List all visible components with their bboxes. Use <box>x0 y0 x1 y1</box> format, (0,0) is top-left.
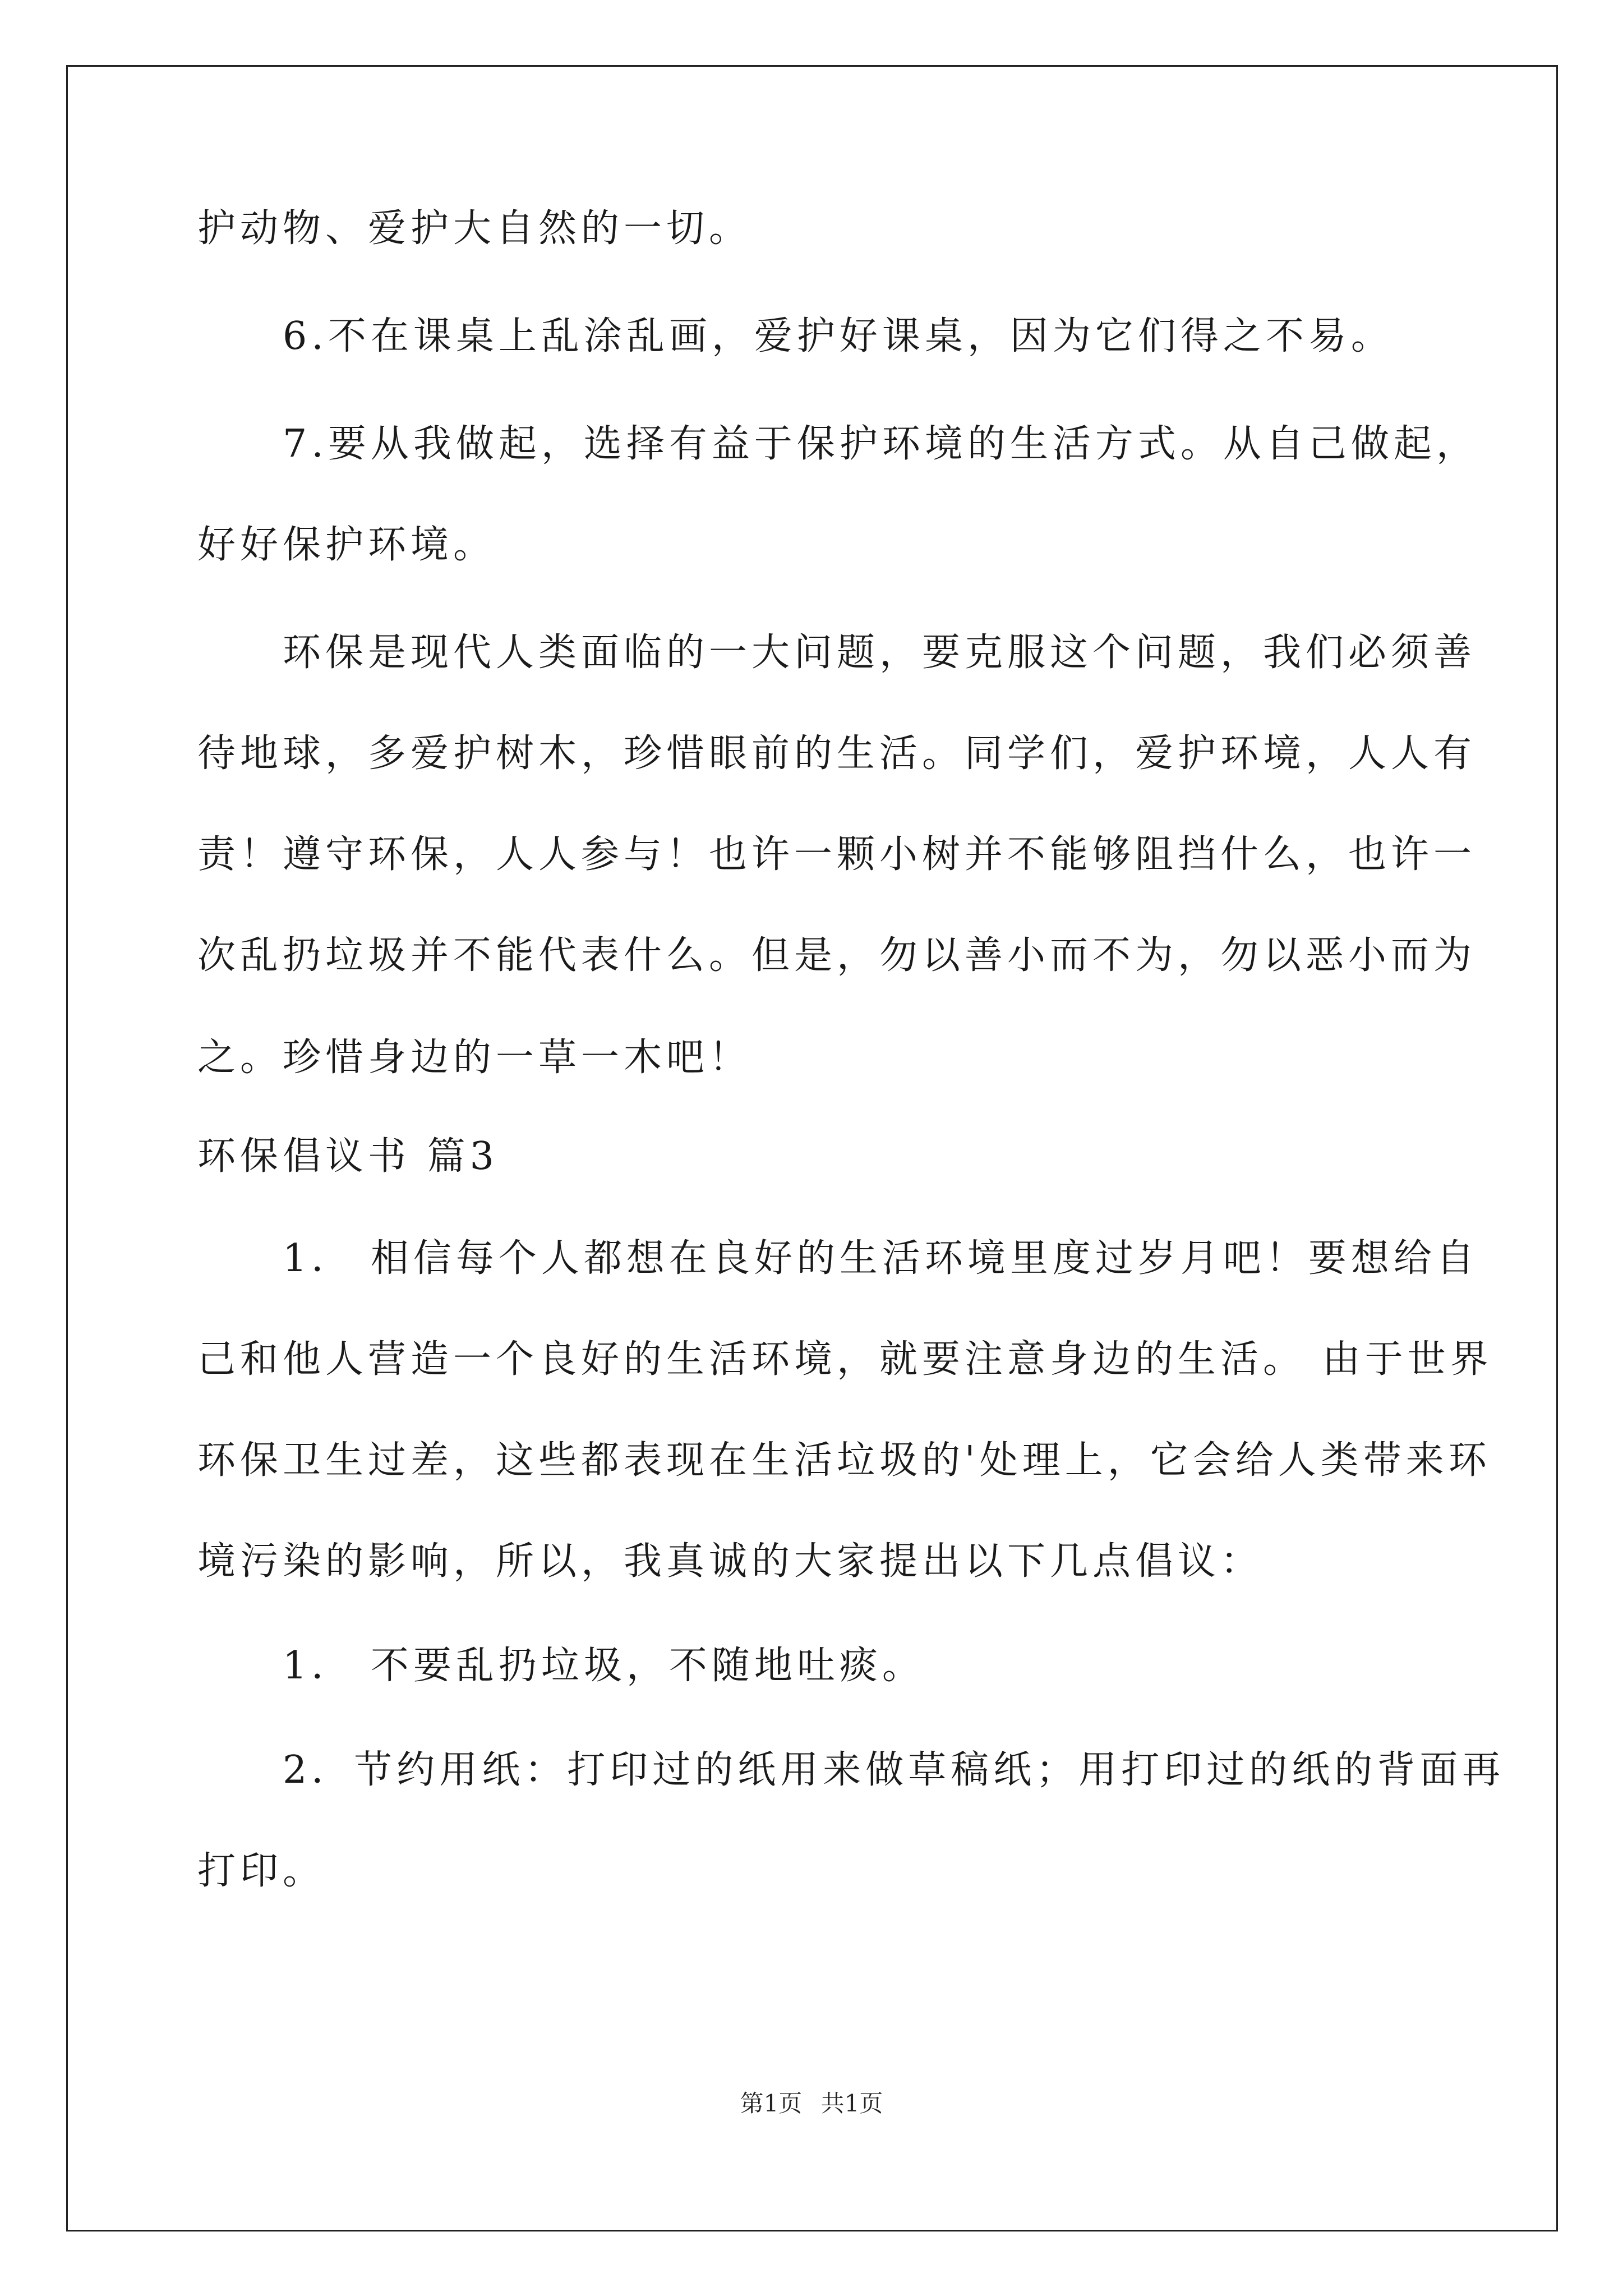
section-heading: 环保倡议书 篇3 <box>197 1134 499 1179</box>
text-line-1: 护动物、爱护大自然的一切。 <box>197 206 752 251</box>
page-footer <box>0 2087 1623 2120</box>
text-line-3: 7.要从我做起，选择有益于保护环境的生活方式。从自己做起， <box>197 422 1479 466</box>
text-line-8: 次乱扔垃圾并不能代表什么。但是，勿以善小而不为，勿以恶小而为 <box>197 933 1477 978</box>
page-number: 第1页 <box>740 2090 803 2117</box>
text-line-4: 好好保护环境。 <box>197 523 496 567</box>
page-total: 共1页 <box>820 2090 883 2117</box>
text-line-7: 责！遵守环保，人人参与！也许一颗小树并不能够阻挡什么，也许一 <box>197 832 1477 877</box>
text-line-2: 6.不在课桌上乱涂乱画，爱护好课桌，因为它们得之不易。 <box>197 314 1394 358</box>
text-line-5: 环保是现代人类面临的一大问题，要克服这个问题，我们必须善 <box>197 631 1477 675</box>
text-line-14: 境污染的影响，所以，我真诚的大家提出以下几点倡议： <box>197 1539 1264 1584</box>
text-line-6: 待地球，多爱护树木，珍惜眼前的生活。同学们，爱护环境，人人有 <box>197 731 1477 776</box>
text-line-17: 打印。 <box>197 1849 326 1893</box>
text-line-15: 1． 不要乱扔垃圾，不随地吐痰。 <box>197 1644 925 1688</box>
text-line-11: 1． 相信每个人都想在良好的生活环境里度过岁月吧！要想给自 <box>197 1236 1479 1281</box>
text-line-12: 己和他人营造一个良好的生活环境，就要注意身边的生活。 由于世界 <box>197 1337 1493 1382</box>
text-line-13: 环保卫生过差，这些都表现在生活垃圾的'处理上，它会给人类带来环 <box>197 1438 1491 1483</box>
text-line-9: 之。珍惜身边的一草一木吧！ <box>197 1036 752 1080</box>
text-line-16: 2．节约用纸：打印过的纸用来做草稿纸；用打印过的纸的背面再 <box>197 1748 1505 1792</box>
